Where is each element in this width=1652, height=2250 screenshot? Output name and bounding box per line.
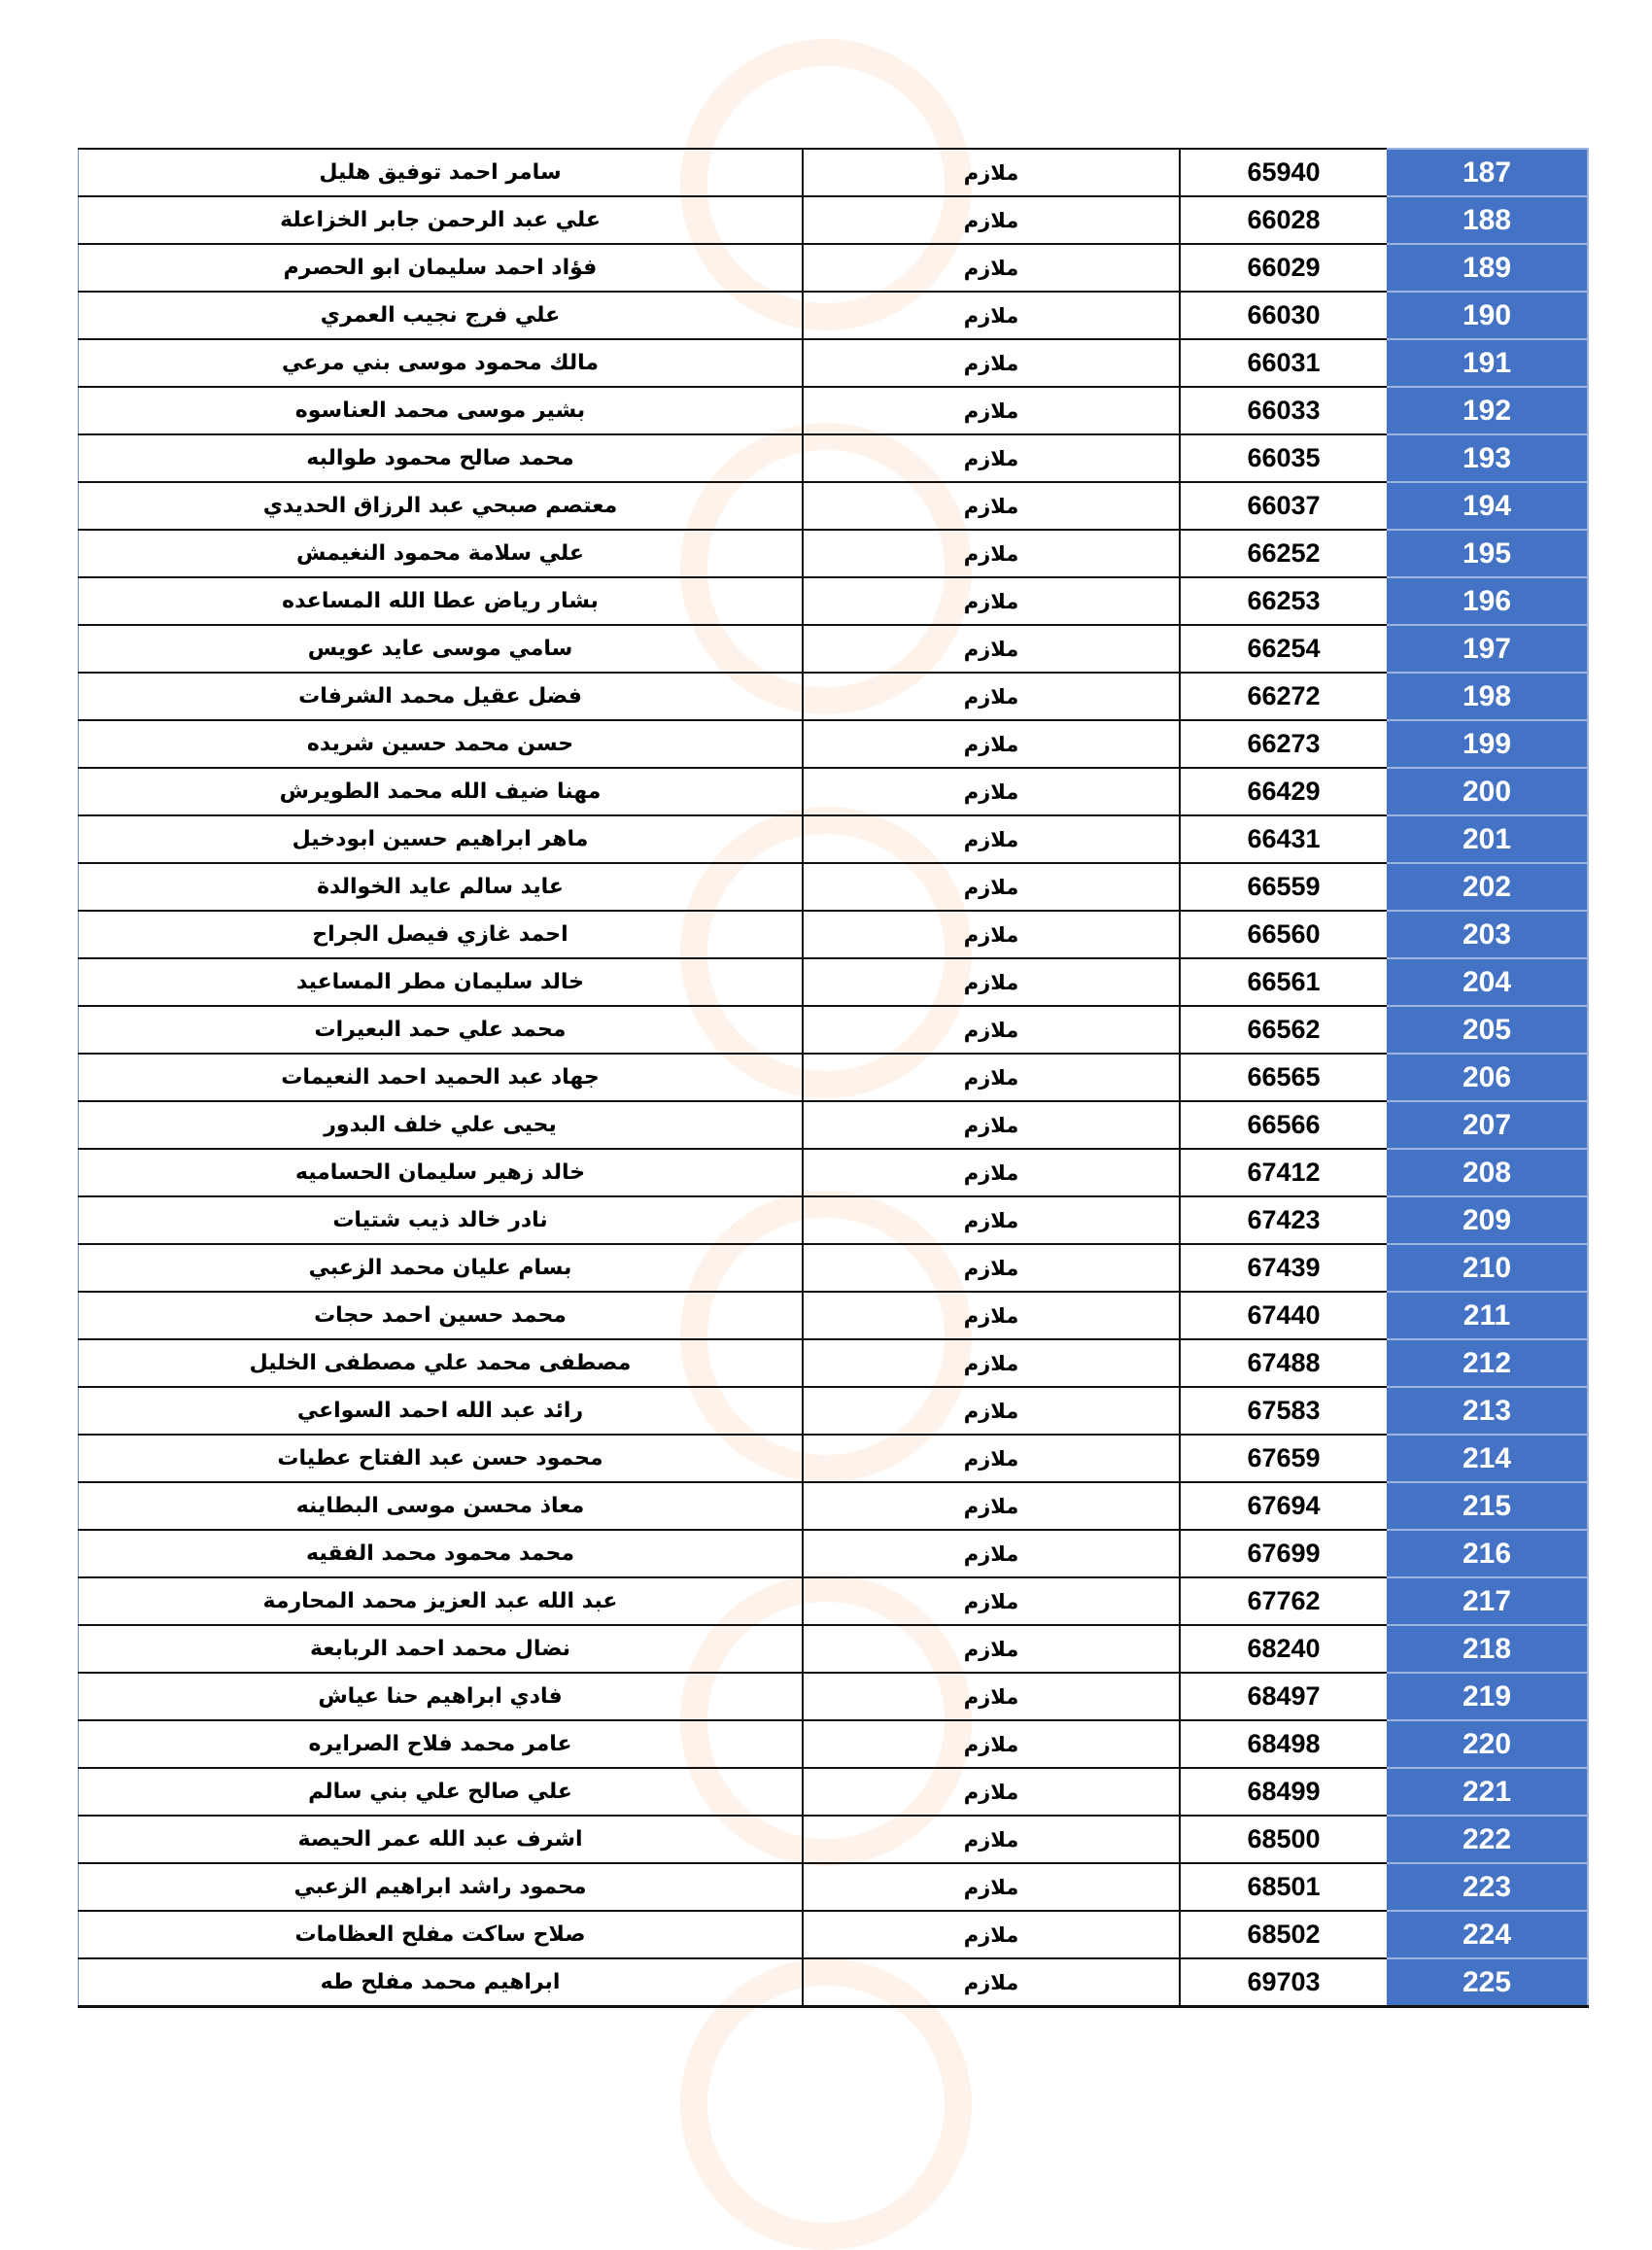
rank-cell: ملازم bbox=[803, 577, 1180, 625]
military-number-cell: 68497 bbox=[1180, 1673, 1387, 1720]
name-cell: علي عبد الرحمن جابر الخزاعلة bbox=[79, 196, 804, 244]
table-row bbox=[79, 863, 1589, 911]
table-row bbox=[79, 815, 1589, 863]
rank-cell: ملازم bbox=[803, 1673, 1180, 1720]
name-cell: عامر محمد فلاح الصرايره bbox=[79, 1720, 804, 1768]
rank-cell: ملازم bbox=[803, 1149, 1180, 1196]
name-cell: خالد سليمان مطر المساعيد bbox=[79, 958, 804, 1006]
name-cell: سامر احمد توفيق هليل bbox=[79, 149, 804, 196]
rank-cell: ملازم bbox=[803, 1101, 1180, 1149]
index-cell: 220 bbox=[1387, 1720, 1588, 1768]
index-cell: 211 bbox=[1387, 1292, 1588, 1339]
table-row bbox=[79, 1673, 1589, 1720]
table-row bbox=[79, 387, 1589, 434]
military-number-cell: 66254 bbox=[1180, 625, 1387, 673]
table-row bbox=[79, 911, 1589, 958]
rank-cell: ملازم bbox=[803, 1292, 1180, 1339]
military-number-cell: 66033 bbox=[1180, 387, 1387, 434]
rank-cell: ملازم bbox=[803, 1387, 1180, 1435]
military-number-cell: 67488 bbox=[1180, 1339, 1387, 1387]
table-row bbox=[79, 292, 1589, 339]
military-number-cell: 66560 bbox=[1180, 911, 1387, 958]
military-number-cell: 66566 bbox=[1180, 1101, 1387, 1149]
name-cell: علي صالح علي بني سالم bbox=[79, 1768, 804, 1816]
military-number-cell: 68499 bbox=[1180, 1768, 1387, 1816]
name-cell: مالك محمود موسى بني مرعي bbox=[79, 339, 804, 387]
table-row bbox=[79, 1482, 1589, 1530]
rank-cell: ملازم bbox=[803, 1625, 1180, 1673]
rank-cell: ملازم bbox=[803, 1577, 1180, 1625]
military-number-cell: 67583 bbox=[1180, 1387, 1387, 1435]
table-row bbox=[79, 1101, 1589, 1149]
military-number-cell: 66253 bbox=[1180, 577, 1387, 625]
index-cell: 201 bbox=[1387, 815, 1588, 863]
rank-cell: ملازم bbox=[803, 958, 1180, 1006]
name-cell: خالد زهير سليمان الحساميه bbox=[79, 1149, 804, 1196]
index-cell: 207 bbox=[1387, 1101, 1588, 1149]
military-number-cell: 67423 bbox=[1180, 1196, 1387, 1244]
table-row bbox=[79, 625, 1589, 673]
index-cell: 222 bbox=[1387, 1816, 1588, 1863]
military-number-cell: 67439 bbox=[1180, 1244, 1387, 1292]
military-number-cell: 66431 bbox=[1180, 815, 1387, 863]
table-row bbox=[79, 1863, 1589, 1911]
name-cell: يحيى علي خلف البدور bbox=[79, 1101, 804, 1149]
rank-cell: ملازم bbox=[803, 434, 1180, 482]
rank-cell: ملازم bbox=[803, 625, 1180, 673]
name-cell: عايد سالم عايد الخوالدة bbox=[79, 863, 804, 911]
rank-cell: ملازم bbox=[803, 482, 1180, 530]
military-number-cell: 66562 bbox=[1180, 1006, 1387, 1054]
name-cell: محمد صالح محمود طوالبه bbox=[79, 434, 804, 482]
index-cell: 203 bbox=[1387, 911, 1588, 958]
index-cell: 187 bbox=[1387, 149, 1588, 196]
index-cell: 195 bbox=[1387, 530, 1588, 577]
index-cell: 198 bbox=[1387, 673, 1588, 720]
rank-cell: ملازم bbox=[803, 1196, 1180, 1244]
military-number-cell: 66272 bbox=[1180, 673, 1387, 720]
military-number-cell: 65940 bbox=[1180, 149, 1387, 196]
rank-cell: ملازم bbox=[803, 673, 1180, 720]
index-cell: 197 bbox=[1387, 625, 1588, 673]
military-number-cell: 66252 bbox=[1180, 530, 1387, 577]
index-cell: 214 bbox=[1387, 1435, 1588, 1482]
name-cell: محمد حسين احمد حجات bbox=[79, 1292, 804, 1339]
military-number-cell: 66037 bbox=[1180, 482, 1387, 530]
table-row bbox=[79, 1339, 1589, 1387]
name-cell: سامي موسى عايد عويس bbox=[79, 625, 804, 673]
name-cell: مهنا ضيف الله محمد الطويرش bbox=[79, 768, 804, 815]
table-row bbox=[79, 1577, 1589, 1625]
table-row bbox=[79, 1292, 1589, 1339]
military-number-cell: 67659 bbox=[1180, 1435, 1387, 1482]
name-cell: حسن محمد حسين شريده bbox=[79, 720, 804, 768]
index-cell: 200 bbox=[1387, 768, 1588, 815]
military-number-cell: 66030 bbox=[1180, 292, 1387, 339]
index-cell: 219 bbox=[1387, 1673, 1588, 1720]
military-number-cell: 68500 bbox=[1180, 1816, 1387, 1863]
name-cell: فادي ابراهيم حنا عياش bbox=[79, 1673, 804, 1720]
index-cell: 221 bbox=[1387, 1768, 1588, 1816]
rank-cell: ملازم bbox=[803, 1720, 1180, 1768]
table-row bbox=[79, 244, 1589, 292]
rank-cell: ملازم bbox=[803, 1435, 1180, 1482]
name-cell: نادر خالد ذيب شتيات bbox=[79, 1196, 804, 1244]
table-row bbox=[79, 1768, 1589, 1816]
name-cell: علي سلامة محمود النغيمش bbox=[79, 530, 804, 577]
name-cell: عبد الله عبد العزيز محمد المحارمة bbox=[79, 1577, 804, 1625]
rank-cell: ملازم bbox=[803, 720, 1180, 768]
military-number-cell: 67694 bbox=[1180, 1482, 1387, 1530]
table-row bbox=[79, 1625, 1589, 1673]
rank-cell: ملازم bbox=[803, 1958, 1180, 2007]
index-cell: 209 bbox=[1387, 1196, 1588, 1244]
rank-cell: ملازم bbox=[803, 1911, 1180, 1958]
military-number-cell: 69703 bbox=[1180, 1958, 1387, 2007]
index-cell: 188 bbox=[1387, 196, 1588, 244]
index-cell: 193 bbox=[1387, 434, 1588, 482]
military-number-cell: 67699 bbox=[1180, 1530, 1387, 1577]
index-cell: 224 bbox=[1387, 1911, 1588, 1958]
index-cell: 218 bbox=[1387, 1625, 1588, 1673]
name-cell: احمد غازي فيصل الجراح bbox=[79, 911, 804, 958]
table-row bbox=[79, 196, 1589, 244]
index-cell: 206 bbox=[1387, 1054, 1588, 1101]
table-row bbox=[79, 720, 1589, 768]
table-row bbox=[79, 339, 1589, 387]
rank-cell: ملازم bbox=[803, 196, 1180, 244]
name-cell: صلاح ساكت مفلح العظامات bbox=[79, 1911, 804, 1958]
table-row bbox=[79, 1149, 1589, 1196]
officers-table bbox=[78, 148, 1589, 2008]
table-body bbox=[79, 149, 1589, 2007]
table-row bbox=[79, 1196, 1589, 1244]
name-cell: فضل عقيل محمد الشرفات bbox=[79, 673, 804, 720]
table-row bbox=[79, 1911, 1589, 1958]
name-cell: مصطفى محمد علي مصطفى الخليل bbox=[79, 1339, 804, 1387]
table-row bbox=[79, 149, 1589, 196]
military-number-cell: 66031 bbox=[1180, 339, 1387, 387]
name-cell: محمد علي حمد البعيرات bbox=[79, 1006, 804, 1054]
rank-cell: ملازم bbox=[803, 1482, 1180, 1530]
rank-cell: ملازم bbox=[803, 149, 1180, 196]
rank-cell: ملازم bbox=[803, 768, 1180, 815]
name-cell: بشير موسى محمد العناسوه bbox=[79, 387, 804, 434]
name-cell: رائد عبد الله احمد السواعي bbox=[79, 1387, 804, 1435]
table-row bbox=[79, 1958, 1589, 2007]
rank-cell: ملازم bbox=[803, 292, 1180, 339]
index-cell: 216 bbox=[1387, 1530, 1588, 1577]
table-row bbox=[79, 577, 1589, 625]
rank-cell: ملازم bbox=[803, 1863, 1180, 1911]
military-number-cell: 66028 bbox=[1180, 196, 1387, 244]
military-number-cell: 66035 bbox=[1180, 434, 1387, 482]
name-cell: نضال محمد احمد الربابعة bbox=[79, 1625, 804, 1673]
table-row bbox=[79, 1435, 1589, 1482]
name-cell: علي فرج نجيب العمري bbox=[79, 292, 804, 339]
rank-cell: ملازم bbox=[803, 815, 1180, 863]
index-cell: 217 bbox=[1387, 1577, 1588, 1625]
military-number-cell: 66029 bbox=[1180, 244, 1387, 292]
index-cell: 202 bbox=[1387, 863, 1588, 911]
rank-cell: ملازم bbox=[803, 1006, 1180, 1054]
rank-cell: ملازم bbox=[803, 863, 1180, 911]
table-row bbox=[79, 1816, 1589, 1863]
name-cell: ابراهيم محمد مفلح طه bbox=[79, 1958, 804, 2007]
table-row bbox=[79, 1720, 1589, 1768]
rank-cell: ملازم bbox=[803, 1244, 1180, 1292]
index-cell: 215 bbox=[1387, 1482, 1588, 1530]
index-cell: 194 bbox=[1387, 482, 1588, 530]
name-cell: معتصم صبحي عبد الرزاق الحديدي bbox=[79, 482, 804, 530]
military-number-cell: 67412 bbox=[1180, 1149, 1387, 1196]
rank-cell: ملازم bbox=[803, 244, 1180, 292]
military-number-cell: 67440 bbox=[1180, 1292, 1387, 1339]
table-row bbox=[79, 1244, 1589, 1292]
index-cell: 199 bbox=[1387, 720, 1588, 768]
name-cell: بسام عليان محمد الزعبي bbox=[79, 1244, 804, 1292]
military-number-cell: 66565 bbox=[1180, 1054, 1387, 1101]
name-cell: جهاد عبد الحميد احمد النعيمات bbox=[79, 1054, 804, 1101]
rank-cell: ملازم bbox=[803, 911, 1180, 958]
military-number-cell: 68498 bbox=[1180, 1720, 1387, 1768]
rank-cell: ملازم bbox=[803, 1054, 1180, 1101]
rank-cell: ملازم bbox=[803, 1768, 1180, 1816]
rank-cell: ملازم bbox=[803, 339, 1180, 387]
index-cell: 212 bbox=[1387, 1339, 1588, 1387]
index-cell: 205 bbox=[1387, 1006, 1588, 1054]
military-number-cell: 66561 bbox=[1180, 958, 1387, 1006]
rank-cell: ملازم bbox=[803, 1816, 1180, 1863]
name-cell: محمود راشد ابراهيم الزعبي bbox=[79, 1863, 804, 1911]
rank-cell: ملازم bbox=[803, 1339, 1180, 1387]
table-row bbox=[79, 768, 1589, 815]
name-cell: محمود حسن عبد الفتاح عطيات bbox=[79, 1435, 804, 1482]
table-row bbox=[79, 1530, 1589, 1577]
name-cell: بشار رياض عطا الله المساعده bbox=[79, 577, 804, 625]
index-cell: 225 bbox=[1387, 1958, 1588, 2007]
index-cell: 204 bbox=[1387, 958, 1588, 1006]
table-row bbox=[79, 1006, 1589, 1054]
name-cell: محمد محمود محمد الفقيه bbox=[79, 1530, 804, 1577]
rank-cell: ملازم bbox=[803, 387, 1180, 434]
table-row bbox=[79, 530, 1589, 577]
index-cell: 189 bbox=[1387, 244, 1588, 292]
table-row bbox=[79, 434, 1589, 482]
index-cell: 192 bbox=[1387, 387, 1588, 434]
index-cell: 191 bbox=[1387, 339, 1588, 387]
table-row bbox=[79, 1054, 1589, 1101]
name-cell: اشرف عبد الله عمر الحيصة bbox=[79, 1816, 804, 1863]
military-number-cell: 68501 bbox=[1180, 1863, 1387, 1911]
index-cell: 190 bbox=[1387, 292, 1588, 339]
rank-cell: ملازم bbox=[803, 1530, 1180, 1577]
table-row bbox=[79, 673, 1589, 720]
military-number-cell: 67762 bbox=[1180, 1577, 1387, 1625]
name-cell: فؤاد احمد سليمان ابو الحصرم bbox=[79, 244, 804, 292]
index-cell: 223 bbox=[1387, 1863, 1588, 1911]
military-number-cell: 68240 bbox=[1180, 1625, 1387, 1673]
military-number-cell: 66429 bbox=[1180, 768, 1387, 815]
military-number-cell: 66559 bbox=[1180, 863, 1387, 911]
name-cell: ماهر ابراهيم حسين ابودخيل bbox=[79, 815, 804, 863]
index-cell: 196 bbox=[1387, 577, 1588, 625]
military-number-cell: 68502 bbox=[1180, 1911, 1387, 1958]
military-number-cell: 66273 bbox=[1180, 720, 1387, 768]
name-cell: معاذ محسن موسى البطاينه bbox=[79, 1482, 804, 1530]
table-row bbox=[79, 958, 1589, 1006]
index-cell: 208 bbox=[1387, 1149, 1588, 1196]
index-cell: 213 bbox=[1387, 1387, 1588, 1435]
rank-cell: ملازم bbox=[803, 530, 1180, 577]
table-row bbox=[79, 482, 1589, 530]
index-cell: 210 bbox=[1387, 1244, 1588, 1292]
table-row bbox=[79, 1387, 1589, 1435]
